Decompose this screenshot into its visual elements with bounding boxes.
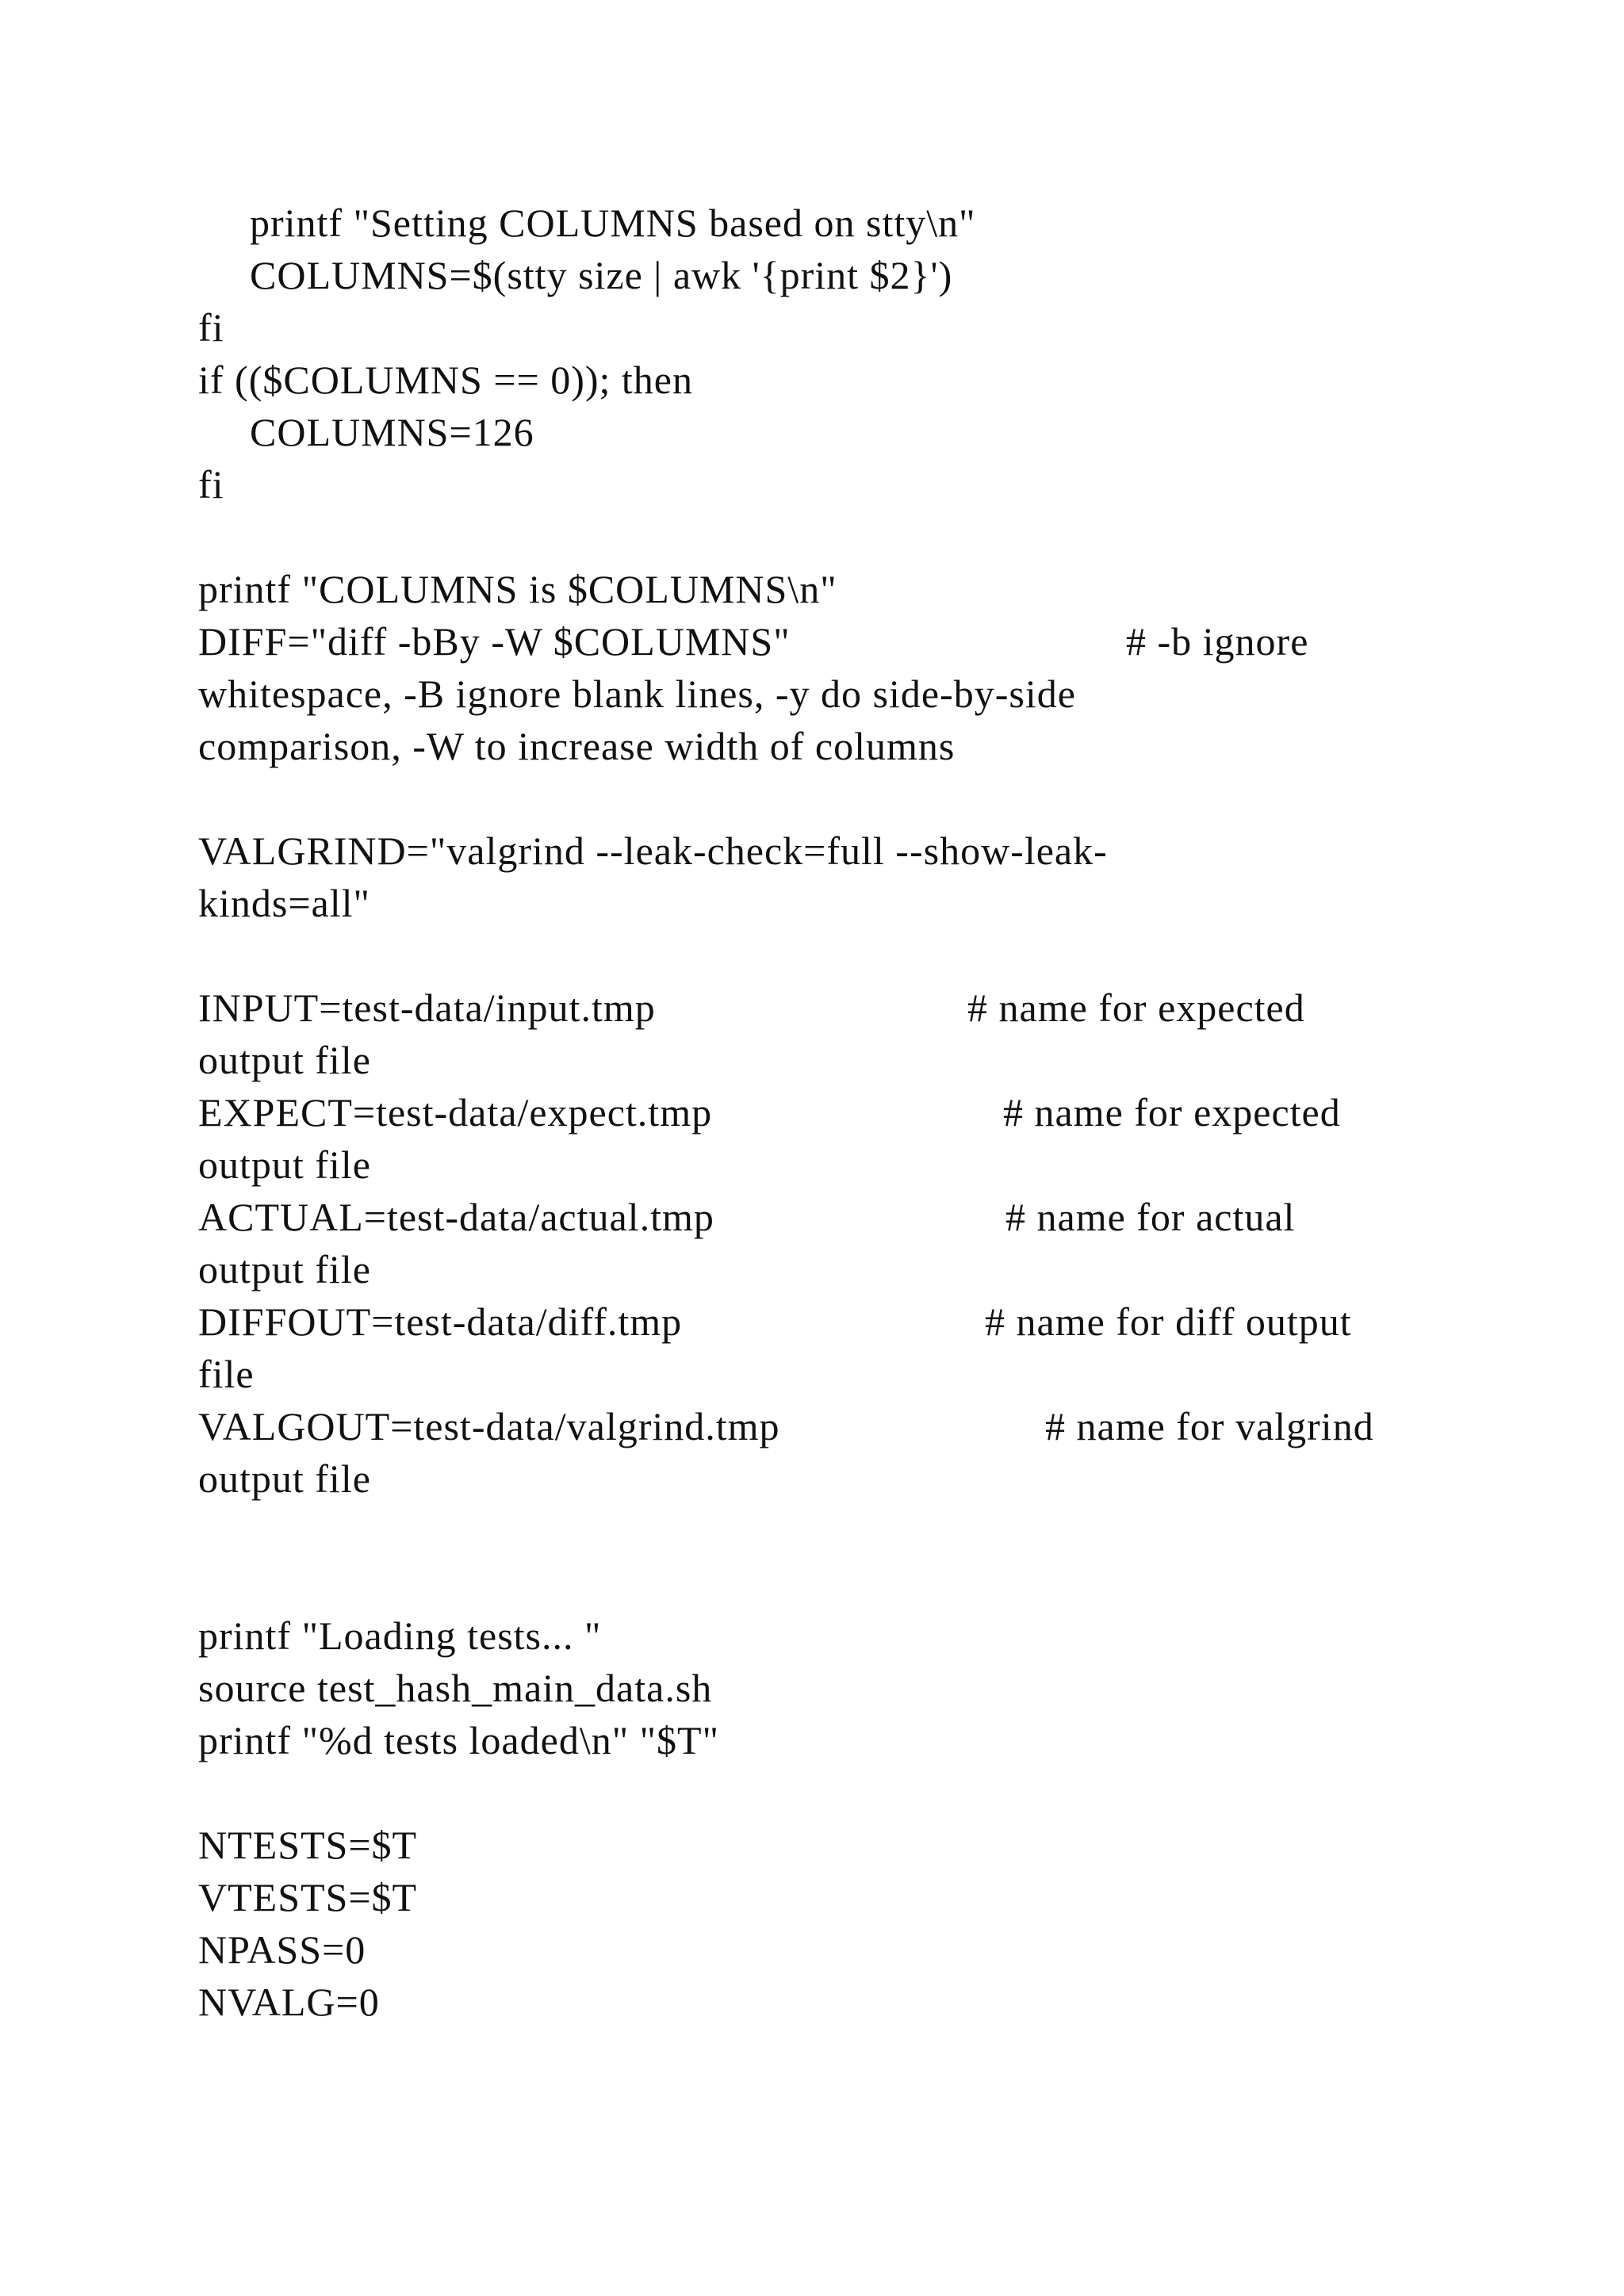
code-line: NTESTS=$T <box>198 1823 418 1867</box>
code-line: VALGOUT=test-data/valgrind.tmp <box>198 1404 780 1448</box>
code-line: whitespace, -B ignore blank lines, -y do side-by-side <box>198 672 1076 716</box>
code-line: printf "Setting COLUMNS based on stty\n" <box>250 201 976 245</box>
code-line: output file <box>198 1038 371 1082</box>
code-line: output file <box>198 1247 371 1292</box>
code-comment: # name for actual <box>1005 1195 1296 1239</box>
code-line: kinds=all" <box>198 881 370 925</box>
code-line: COLUMNS=$(stty size | awk '{print $2}') <box>250 253 953 297</box>
code-line: file <box>198 1352 255 1396</box>
code-line: fi <box>198 462 224 507</box>
code-comment: # name for expected <box>967 985 1305 1030</box>
code-comment: # name for valgrind <box>1045 1404 1374 1448</box>
code-line: output file <box>198 1142 371 1187</box>
code-line: printf "Loading tests... " <box>198 1613 602 1658</box>
code-line: output file <box>198 1456 371 1501</box>
code-line: fi <box>198 305 224 350</box>
code-comment: # name for diff output <box>985 1299 1352 1344</box>
code-line: DIFF="diff -bBy -W $COLUMNS" <box>198 619 791 664</box>
code-line: COLUMNS=126 <box>250 410 534 454</box>
code-line: printf "%d tests loaded\n" "$T" <box>198 1718 719 1762</box>
code-line: NPASS=0 <box>198 1927 366 1972</box>
code-line: comparison, -W to increase width of columns <box>198 724 956 768</box>
code-line: INPUT=test-data/input.tmp <box>198 985 656 1030</box>
code-line: ACTUAL=test-data/actual.tmp <box>198 1195 714 1239</box>
code-comment: # -b ignore <box>1126 619 1309 664</box>
code-line: VALGRIND="valgrind --leak-check=full --show-leak- <box>198 828 1108 873</box>
code-line: EXPECT=test-data/expect.tmp <box>198 1090 713 1135</box>
code-line: printf "COLUMNS is $COLUMNS\n" <box>198 567 837 611</box>
code-line: VTESTS=$T <box>198 1875 418 1919</box>
code-comment: # name for expected <box>1003 1090 1341 1135</box>
code-line: source test_hash_main_data.sh <box>198 1666 713 1710</box>
code-line: DIFFOUT=test-data/diff.tmp <box>198 1299 683 1344</box>
code-line: if (($COLUMNS == 0)); then <box>198 358 693 402</box>
code-line: NVALG=0 <box>198 1980 380 2024</box>
